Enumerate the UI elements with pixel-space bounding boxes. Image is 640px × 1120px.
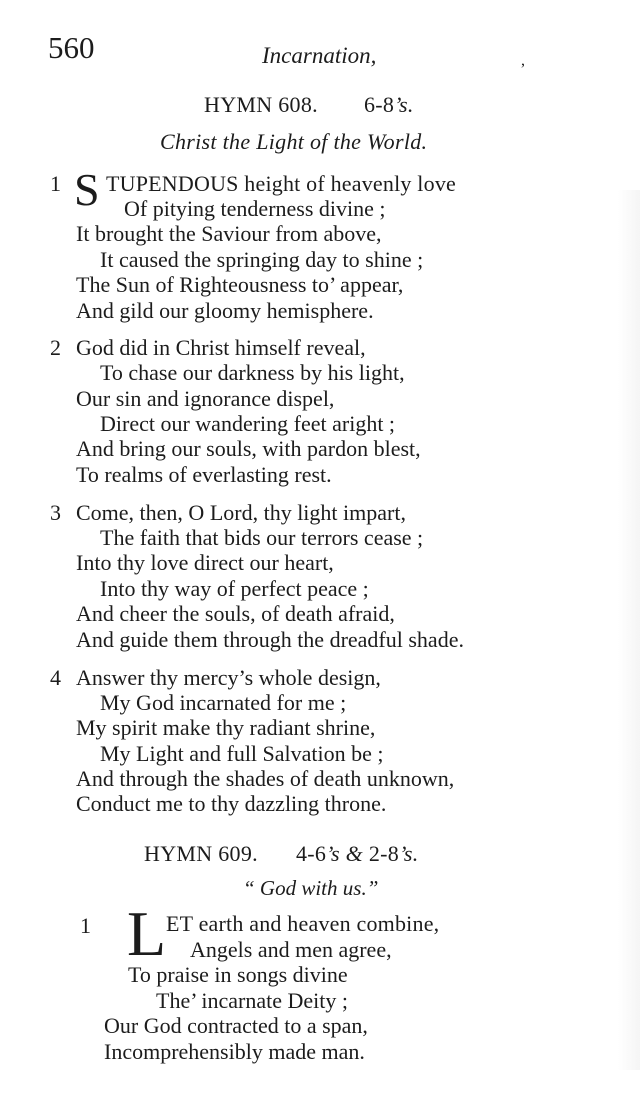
verse-line: Our sin and ignorance dispel,: [76, 386, 335, 411]
hymn-608-title: Christ the Light of the World.: [160, 129, 428, 154]
verse-line: And through the shades of death unknown,: [76, 766, 455, 791]
page-number: 560: [48, 30, 95, 65]
verse-number: 1: [80, 913, 91, 938]
verse-line: And gild our gloomy hemisphere.: [76, 298, 374, 323]
verse-line: My spirit make thy radiant shrine,: [76, 715, 376, 740]
verse-line: To realms of everlasting rest.: [76, 462, 332, 487]
verse-line: It brought the Saviour from above,: [76, 221, 382, 246]
verse-line: The’ incarnate Deity ;: [156, 988, 348, 1013]
hymn-608-heading: [204, 92, 414, 118]
verse-line: Our God contracted to a span,: [104, 1013, 368, 1038]
verse-line: ET earth and heaven combine,: [166, 911, 440, 936]
verse-line: Angels and men agree,: [190, 937, 392, 962]
margin-mark: ,: [521, 52, 525, 69]
verse-line: And cheer the souls, of death afraid,: [76, 601, 395, 626]
verse-line: Direct our wandering feet aright ;: [100, 411, 396, 436]
show-through-shading: [618, 190, 640, 1070]
verse-line: To praise in songs divine: [128, 962, 348, 987]
verse-line: Answer thy mercy’s whole design,: [76, 665, 381, 690]
verse-line: Of pitying tenderness divine ;: [124, 196, 386, 221]
verse-line: The faith that bids our terrors cease ;: [100, 525, 424, 550]
verse-line: Into thy love direct our heart,: [76, 550, 334, 575]
verse-number: 4: [50, 665, 61, 690]
verse-line: God did in Christ himself reveal,: [76, 335, 366, 360]
verse-number: 1: [50, 171, 61, 196]
hymn-number: HYMN 608.: [204, 92, 318, 117]
hymn-meter: 4-6’s & 2-8’s.: [295, 841, 419, 866]
drop-cap: L: [127, 898, 167, 969]
drop-cap: S: [74, 164, 100, 215]
verse-line: And bring our souls, with pardon blest,: [76, 436, 421, 461]
verse-line: To chase our darkness by his light,: [100, 360, 405, 385]
verse-line: The Sun of Righteousness to’ appear,: [76, 272, 404, 297]
hymn-number: HYMN 609.: [144, 841, 258, 866]
verse-line: My Light and full Salvation be ;: [100, 741, 384, 766]
verse-line: TUPENDOUS height of heavenly love: [106, 171, 456, 196]
verse-line: Incomprehensibly made man.: [104, 1039, 365, 1064]
hymn-meter: 6-8’s.: [363, 92, 414, 117]
verse-line: My God incarnated for me ;: [100, 690, 347, 715]
hymn-609-heading: [144, 841, 419, 867]
verse-line: Conduct me to thy dazzling throne.: [76, 791, 387, 816]
hymn-609-title: “ God with us.”: [243, 876, 379, 900]
verse-number: 3: [50, 500, 61, 525]
verse-line: It caused the springing day to shine ;: [100, 247, 424, 272]
verse-line: Into thy way of perfect peace ;: [100, 576, 369, 601]
verse-number: 2: [50, 335, 61, 360]
verse-line: Come, then, O Lord, thy light impart,: [76, 500, 406, 525]
running-head: Incarnation,: [262, 43, 377, 68]
verse-line: And guide them through the dreadful shade.: [76, 627, 464, 652]
